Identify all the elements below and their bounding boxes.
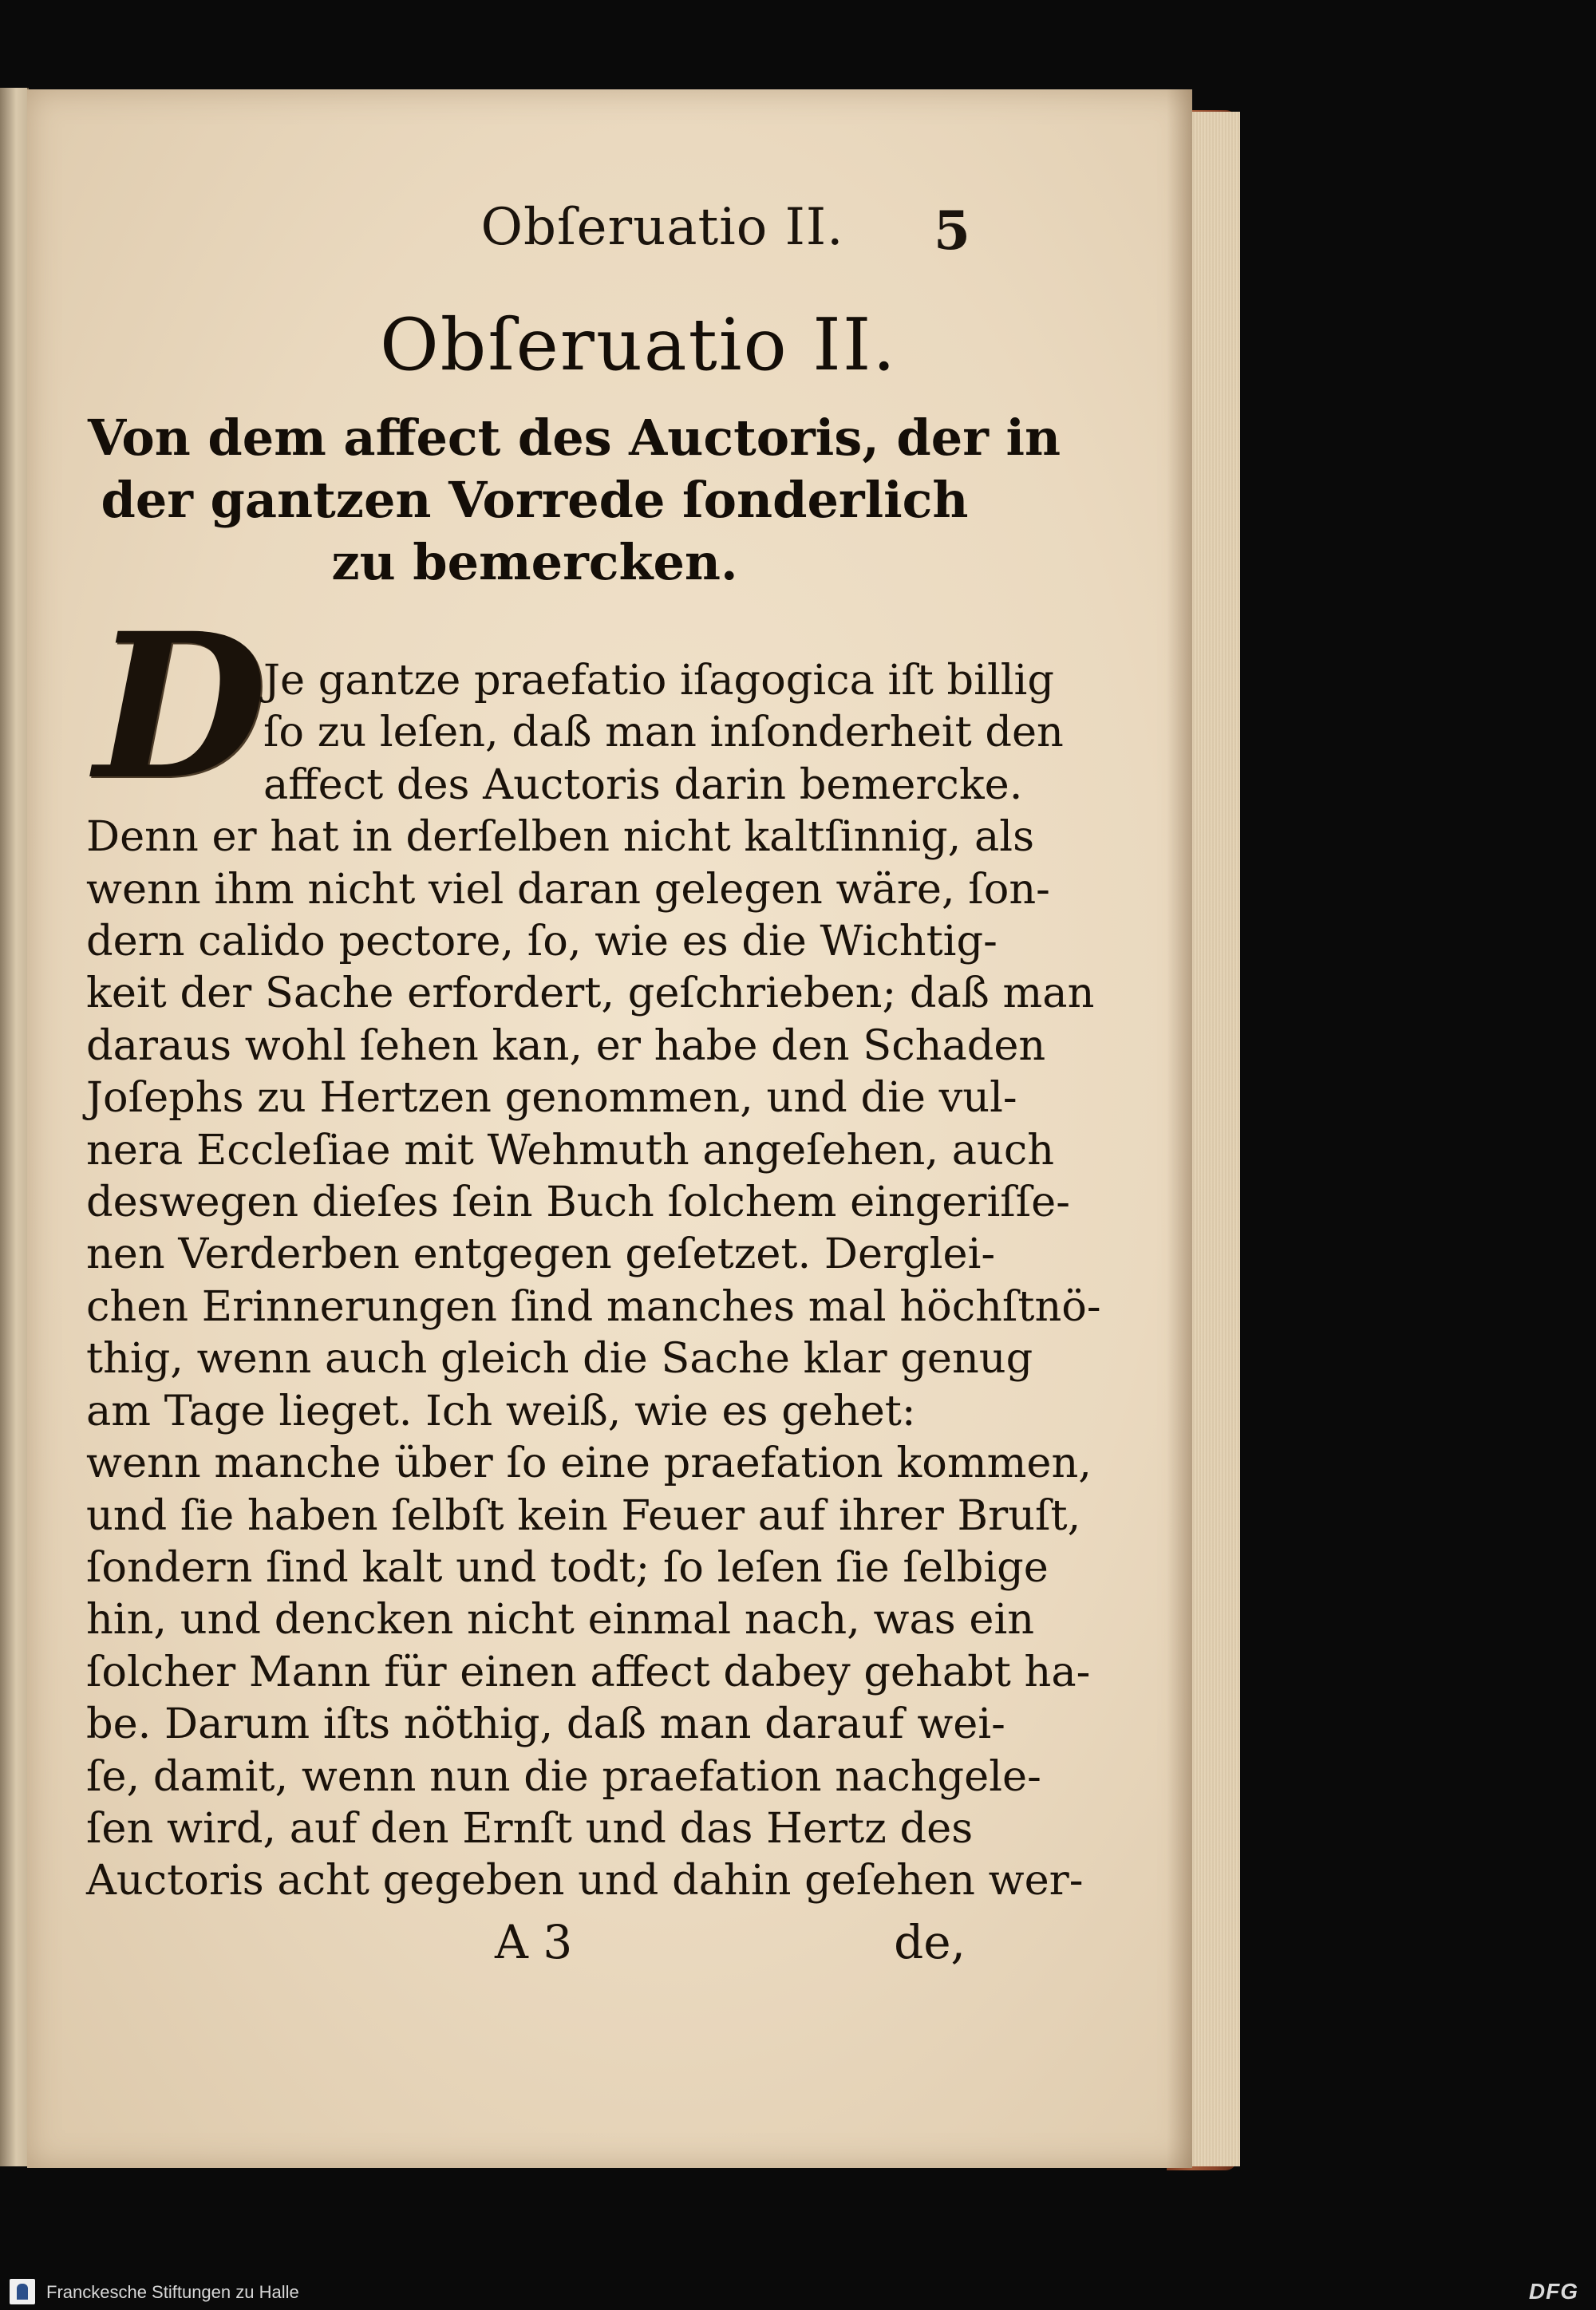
subtitle-line: Von dem affect des Auctoris, der in xyxy=(88,409,1061,467)
text-line: daraus wohl ſehen kan, er habe den Schaden xyxy=(86,1021,1046,1070)
text-line: am Tage lieget. Ich weiß, wie es gehet: xyxy=(86,1386,916,1435)
text-line: wenn manche über ſo eine praefation kommen, xyxy=(86,1439,1092,1488)
signature-mark: A 3 xyxy=(495,1915,573,1969)
text-line: deswegen dieſes ſein Buch ſolchem eingeriſſe- xyxy=(86,1178,1070,1227)
chapter-subtitle xyxy=(88,407,1061,594)
text-line: nera Eccleſiae mit Wehmuth angeſehen, auch xyxy=(86,1125,1055,1175)
decorated-initial: D xyxy=(94,589,267,823)
text-line: ſondern ſind kalt und todt; ſo leſen ſie ſelbige xyxy=(86,1542,1049,1592)
text-line: Joſephs zu Hertzen genommen, und die vul- xyxy=(86,1073,1017,1123)
dfg-logo: DFG xyxy=(1528,2279,1578,2304)
text-line: hin, und dencken nicht einmal nach, was ein xyxy=(86,1595,1035,1645)
text-line: nen Verderben entgegen geſetzet. Derglei- xyxy=(86,1230,996,1279)
page-gutter-shade xyxy=(1167,89,1192,2168)
text-line: be. Darum iſts nöthig, daß man darauf wei- xyxy=(86,1700,1005,1749)
text-line: keit der Sache erfordert, geſchrieben; daß man xyxy=(86,969,1095,1018)
text-line: ſen wird, auf den Ernſt und das Hertz des xyxy=(86,1803,974,1853)
text-line: Auctoris acht gegeben und dahin geſehen wer- xyxy=(86,1856,1084,1905)
left-page-edge xyxy=(0,88,29,2166)
viewer-footer xyxy=(0,2272,1596,2310)
text-line: Je gantze praefatio iſagogica iſt billig xyxy=(263,656,1054,705)
subtitle-line: der gantzen Vorrede ſonderlich xyxy=(101,471,969,529)
text-line: wenn ihm nicht viel daran gelegen wäre, ſon- xyxy=(86,864,1050,914)
running-head: Obſeruatio II. xyxy=(480,198,844,257)
chapter-title: Obſeruatio II. xyxy=(379,303,898,387)
text-line: chen Erinnerungen ſind manches mal höchſtnö- xyxy=(86,1281,1101,1331)
institution-logo-icon xyxy=(10,2279,35,2304)
body-text xyxy=(86,654,1101,1907)
text-line: und ſie haben ſelbſt kein Feuer auf ihrer Bruſt, xyxy=(86,1491,1081,1540)
page-foot xyxy=(88,1915,966,1979)
page-number: 5 xyxy=(934,199,970,262)
text-line: ſe, damit, wenn nun die praefation nachgele- xyxy=(86,1751,1041,1801)
text-line: dern calido pectore, ſo, wie es die Wichtig- xyxy=(86,917,998,966)
text-line: thig, wenn auch gleich die Sache klar genug xyxy=(86,1334,1033,1384)
text-line: ſo zu leſen, daß man inſonderheit den xyxy=(263,708,1064,757)
subtitle-line: zu bemercken. xyxy=(331,533,738,591)
institution-name: Franckesche Stiftungen zu Halle xyxy=(46,2282,299,2302)
text-line: affect des Auctoris darin bemercke. xyxy=(263,760,1023,809)
catchword: de, xyxy=(894,1915,966,1969)
page-edges xyxy=(1192,112,1240,2166)
text-line: ſolcher Mann für einen affect dabey gehabt ha- xyxy=(86,1647,1091,1696)
text-line: Denn er hat in derſelben nicht kaltſinnig, als xyxy=(86,812,1035,862)
